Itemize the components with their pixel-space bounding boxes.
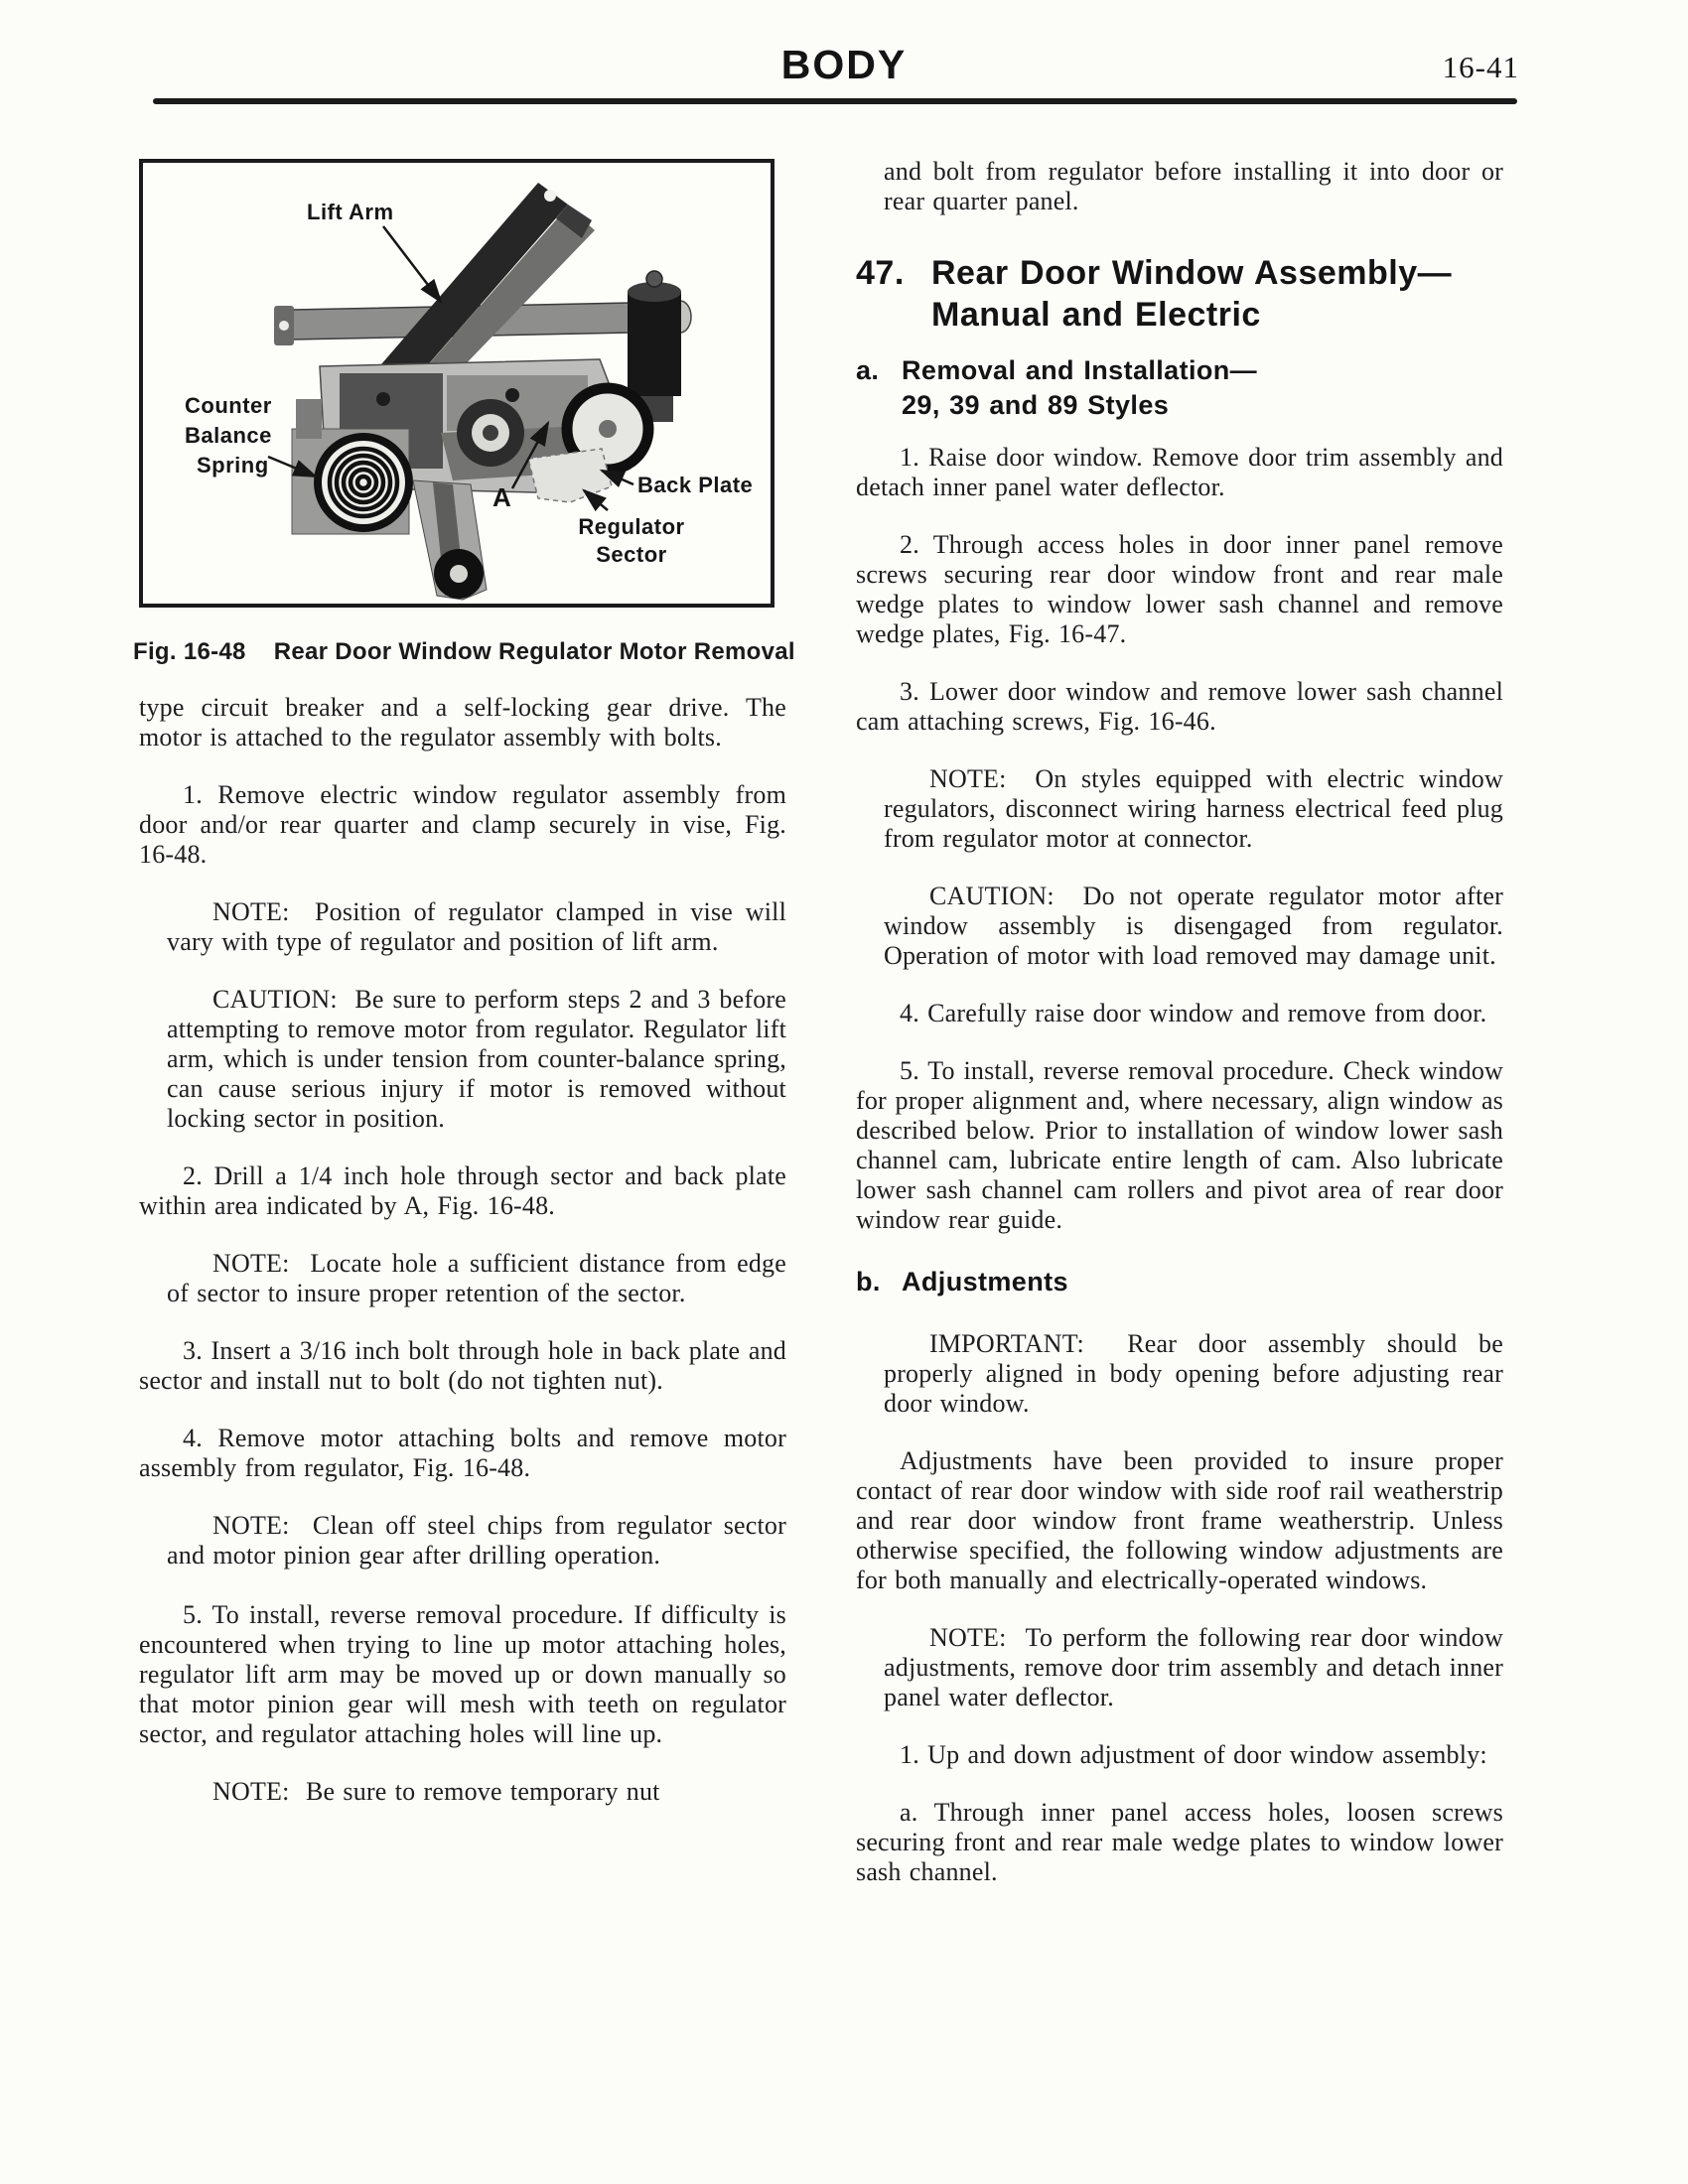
- subsection-a-heading: [856, 353, 1503, 423]
- arrow-regulator-sector: [584, 490, 608, 510]
- counterbalance-spring-face: [322, 441, 405, 524]
- figure-caption: [133, 638, 795, 666]
- step-2-drill-hole: 2. Drill a 1/4 inch hole through sector and back plate within area indicated by A, Fig. 16-48.: [139, 1161, 786, 1220]
- cam-roller-hub: [483, 425, 498, 441]
- caution-motor-operation: CAUTION: Do not operate regulator motor after window assembly is disengaged from regulator. Operation of motor with load removed may damage unit.: [884, 882, 1503, 970]
- figure-16-48: [139, 159, 774, 608]
- section-title-line1: Rear Door Window Assembly—: [931, 254, 1453, 292]
- section-title: [931, 252, 1452, 336]
- cross-bar-hole: [279, 321, 289, 331]
- adjustment-1-up-down: 1. Up and down adjustment of door window assembly:: [900, 1740, 1487, 1769]
- step-4-remove-motor: 4. Remove motor attaching bolts and remove motor assembly from regulator, Fig. 16-48.: [139, 1424, 786, 1482]
- header-rule: [153, 98, 1517, 104]
- right-column: [856, 157, 1503, 1915]
- note-clean-chips: NOTE: Clean off steel chips from regulator sector and motor pinion gear after drilling operation.: [167, 1511, 786, 1570]
- left-column: [139, 693, 786, 1835]
- figure-16-48-illustration: [143, 163, 771, 604]
- plate-bolt-2: [505, 388, 519, 402]
- lift-arm-hole: [544, 190, 556, 202]
- caution-spring-tension: CAUTION: Be sure to perform steps 2 and 3 before attempting to remove motor from regulator. Regulator lift arm, which is under tension from counter-balance spring, can cause serious injury if motor is removed without locking sector in position.: [167, 985, 786, 1133]
- step-4-raise-and-remove: 4. Carefully raise door window and remove from door.: [900, 999, 1487, 1027]
- step-3-insert-bolt: 3. Insert a 3/16 inch bolt through hole in back plate and sector and install nut to bolt (do not tighten nut).: [139, 1336, 786, 1395]
- figure-caption-text: Rear Door Window Regulator Motor Removal: [273, 638, 795, 665]
- note-vise-position: NOTE: Position of regulator clamped in vise will vary with type of regulator and position of lift arm.: [167, 897, 786, 956]
- subsection-b-title: Adjustments: [902, 1267, 1068, 1297]
- motor-shape: [628, 292, 681, 396]
- figure-label-a: A: [492, 482, 511, 512]
- subsection-a-title: [902, 353, 1257, 423]
- step-1-remove-regulator: 1. Remove electric window regulator assembly from door and/or rear quarter and clamp securely in vise, Fig. 16-48.: [139, 780, 786, 869]
- subsection-a-line1: Removal and Installation—: [902, 355, 1258, 385]
- step-1-raise-window: 1. Raise door window. Remove door trim assembly and detach inner panel water deflector.: [856, 443, 1503, 501]
- section-title-line2: Manual and Electric: [931, 296, 1261, 334]
- step-2-remove-wedge-plates: 2. Through access holes in door inner panel remove screws securing rear door window front and rear male wedge plates to window lower sash channel and remove wedge plates, Fig. 16-47.: [856, 530, 1503, 648]
- subsection-a-line2: 29, 39 and 89 Styles: [902, 390, 1170, 420]
- figure-label-back-plate: Back Plate: [637, 473, 754, 497]
- step-3-lower-window: 3. Lower door window and remove lower sash channel cam attaching screws, Fig. 16-46.: [856, 677, 1503, 736]
- lower-roller-hub: [450, 565, 468, 583]
- adjustments-intro-paragraph: Adjustments have been provided to insure proper contact of rear door window with side roof rail weatherstrip and rear door window front frame weatherstrip. Unless otherwise specified, the following window adjustments are for both manually and electrically-operated windows.: [856, 1446, 1503, 1594]
- figure-label-regulator: Regulator: [578, 514, 685, 539]
- arrow-lift-arm: [383, 226, 441, 302]
- figure-caption-number: Fig. 16-48: [133, 638, 246, 665]
- step-5-install-reverse: 5. To install, reverse removal procedure. Check window for proper alignment and, where necessary, align window as described below. Prior to installation of window lower sash channel cam, lubricate entire length of cam. Also lubricate lower sash channel cam rollers and pivot area of rear door window rear guide.: [856, 1056, 1503, 1234]
- figure-label-counter: Counter: [185, 393, 272, 418]
- note-locate-hole: NOTE: Locate hole a sufficient distance from edge of sector to insure proper retention of the sector.: [167, 1249, 786, 1307]
- section-heading-47: [856, 252, 1503, 336]
- section-number: 47.: [856, 254, 905, 292]
- adjustment-1a-loosen-screws: a. Through inner panel access holes, loosen screws securing front and rear male wedge plates to window lower sash channel.: [856, 1798, 1503, 1886]
- subsection-b-letter: b.: [856, 1267, 881, 1297]
- figure-label-spring: Spring: [197, 453, 269, 478]
- important-alignment: IMPORTANT: Rear door assembly should be properly aligned in body opening before adjusting rear door window.: [884, 1329, 1503, 1418]
- figure-label-sector: Sector: [596, 542, 667, 567]
- page-header-title: BODY: [780, 42, 908, 87]
- note-perform-adjustments: NOTE: To perform the following rear door window adjustments, remove door trim assembly and detach inner panel water deflector.: [884, 1623, 1503, 1711]
- plate-bolt-1: [376, 392, 390, 406]
- step-5-install: 5. To install, reverse removal procedure. If difficulty is encountered when trying to line up motor attaching holes, regulator lift arm may be moved up or down manually so that motor pinion gear will mesh with teeth on regulator sector, and regulator attaching holes will line up.: [139, 1600, 786, 1748]
- motor-cap: [646, 271, 662, 287]
- page-number: 16-41: [1442, 50, 1519, 84]
- note-continuation-paragraph: and bolt from regulator before installing it into door or rear quarter panel.: [884, 157, 1503, 215]
- subsection-a-letter: a.: [856, 355, 880, 385]
- continuation-paragraph: type circuit breaker and a self-locking gear drive. The motor is attached to the regulator assembly with bolts.: [139, 693, 786, 751]
- note-remove-temporary-nut: NOTE: Be sure to remove temporary nut: [212, 1777, 660, 1806]
- figure-label-lift-arm: Lift Arm: [307, 200, 394, 224]
- gear-ring-hole: [599, 420, 617, 438]
- note-electric-regulators: NOTE: On styles equipped with electric window regulators, disconnect wiring harness electrical feed plug from regulator motor at connector.: [884, 764, 1503, 853]
- subsection-b-heading: [856, 1265, 1503, 1299]
- figure-label-balance: Balance: [185, 423, 272, 448]
- spring-bracket-tab: [296, 399, 322, 439]
- sector-shape: [528, 449, 612, 502]
